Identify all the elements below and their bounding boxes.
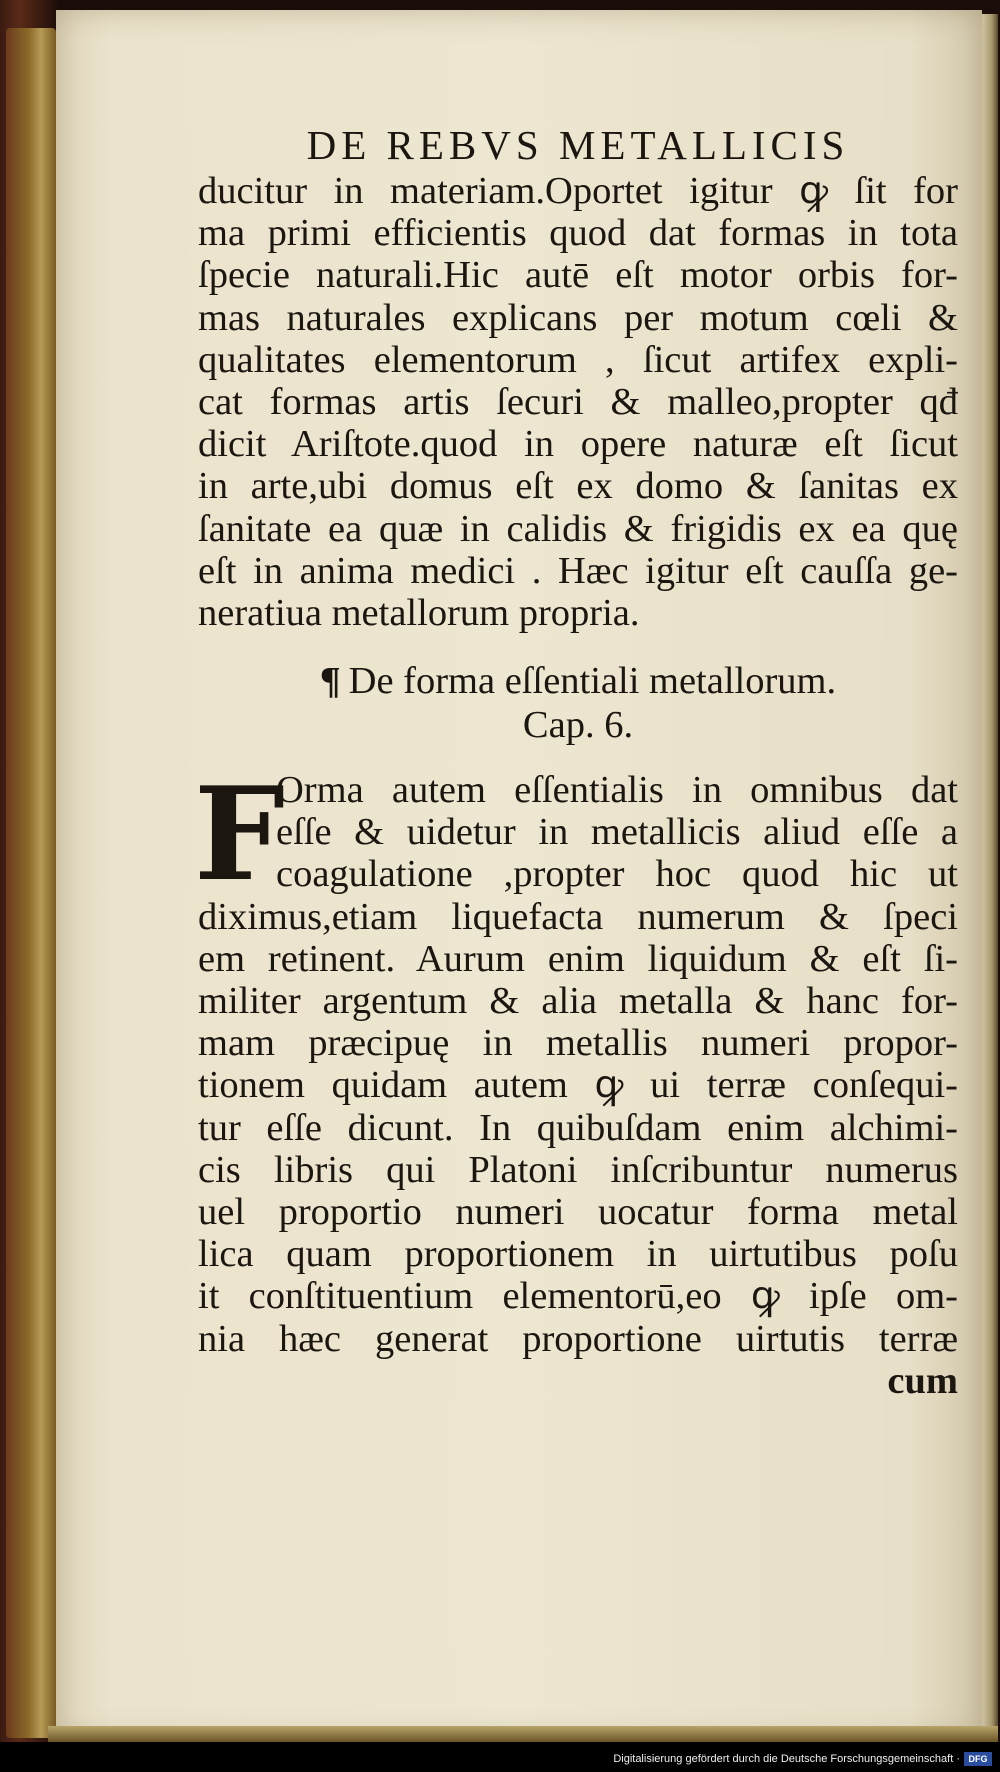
chapter-number: Cap. 6. (522, 704, 634, 747)
text-line: coagulatione ,propter hoc quod hic ut (276, 853, 958, 896)
dfg-logo-badge: DFG (964, 1752, 992, 1766)
text-line: diximus,etiam liquefacta numerum & ſpeci (198, 895, 958, 938)
pilcrow-mark: ¶ (319, 660, 341, 703)
text-line: neratiua metallorum propria. (198, 591, 640, 634)
text-line: tionem quidam autem ꝙ ui terræ conſequi- (198, 1064, 958, 1107)
text-line: mam præcipuę in metallis numeri propor- (198, 1022, 958, 1065)
text-line: eſt in anima medici . Hæc igitur eſt cauſſa ge- (198, 549, 958, 592)
chapter-heading (198, 659, 958, 703)
text-line: tur eſſe dicunt. In quibuſdam enim alchimi- (198, 1106, 958, 1149)
text-line: mas naturales explicans per motum cœli & (198, 296, 958, 339)
funder-credit (613, 1750, 960, 1768)
book-binding-edge (6, 28, 56, 1738)
text-line: in arte,ubi domus eſt ex domo & ſanitas ex (198, 465, 958, 508)
catchword: cum (887, 1359, 958, 1402)
text-line: cis libris qui Platoni inſcribuntur numerus (198, 1148, 958, 1191)
chapter-heading-text: De forma eſſentiali metallorum. (348, 660, 837, 703)
text-line: Orma autem eſſentialis in omnibus dat (276, 769, 958, 812)
text-line: dicit Ariſtote.quod in opere naturæ eſt ſicut (198, 423, 958, 466)
text-line: eſſe & uidetur in metallicis aliud eſſe a (276, 811, 958, 854)
paragraph-two-lines (198, 769, 958, 1360)
binding-bottom-strip (48, 1726, 998, 1742)
text-line: ſpecie naturali.Hic autē eſt motor orbis for- (198, 254, 958, 297)
text-line: qualitates elementorum , ſicut artifex expli- (198, 338, 958, 381)
text-line: lica quam proportionem in uirtutibus poſu (198, 1233, 958, 1276)
text-line: nia hæc generat proportione uirtutis terræ (198, 1317, 958, 1360)
page-text-block (194, 120, 958, 1402)
page-stack-edge (982, 14, 998, 1736)
decorated-initial-letter: F (194, 760, 285, 911)
running-head: DE REBVS METALLICIS (306, 122, 850, 168)
text-line: ſanitate ea quæ in calidis & frigidis ex ea quę (198, 507, 958, 550)
text-line: cat formas artis ſecuri & malleo,propter qđ (198, 380, 958, 423)
funder-credit-text: Digitalisierung gefördert durch die Deutsche Forschungsgemeinschaft · (613, 1753, 960, 1765)
paragraph-two (194, 760, 958, 1360)
text-line: ma primi efficientis quod dat formas in tota (198, 212, 958, 255)
text-line: militer argentum & alia metalla & hanc for- (198, 980, 958, 1022)
paragraph-one (198, 170, 958, 634)
text-line: uel proportio numeri uocatur forma metal (198, 1190, 958, 1233)
text-line: it conſtituentium elementorū,eo ꝙ ipſe om- (198, 1275, 958, 1318)
text-line: ducitur in materiam.Oportet igitur ꝙ ſit for (198, 170, 958, 212)
text-line: em retinent. Aurum enim liquidum & eſt ſi- (198, 937, 958, 980)
